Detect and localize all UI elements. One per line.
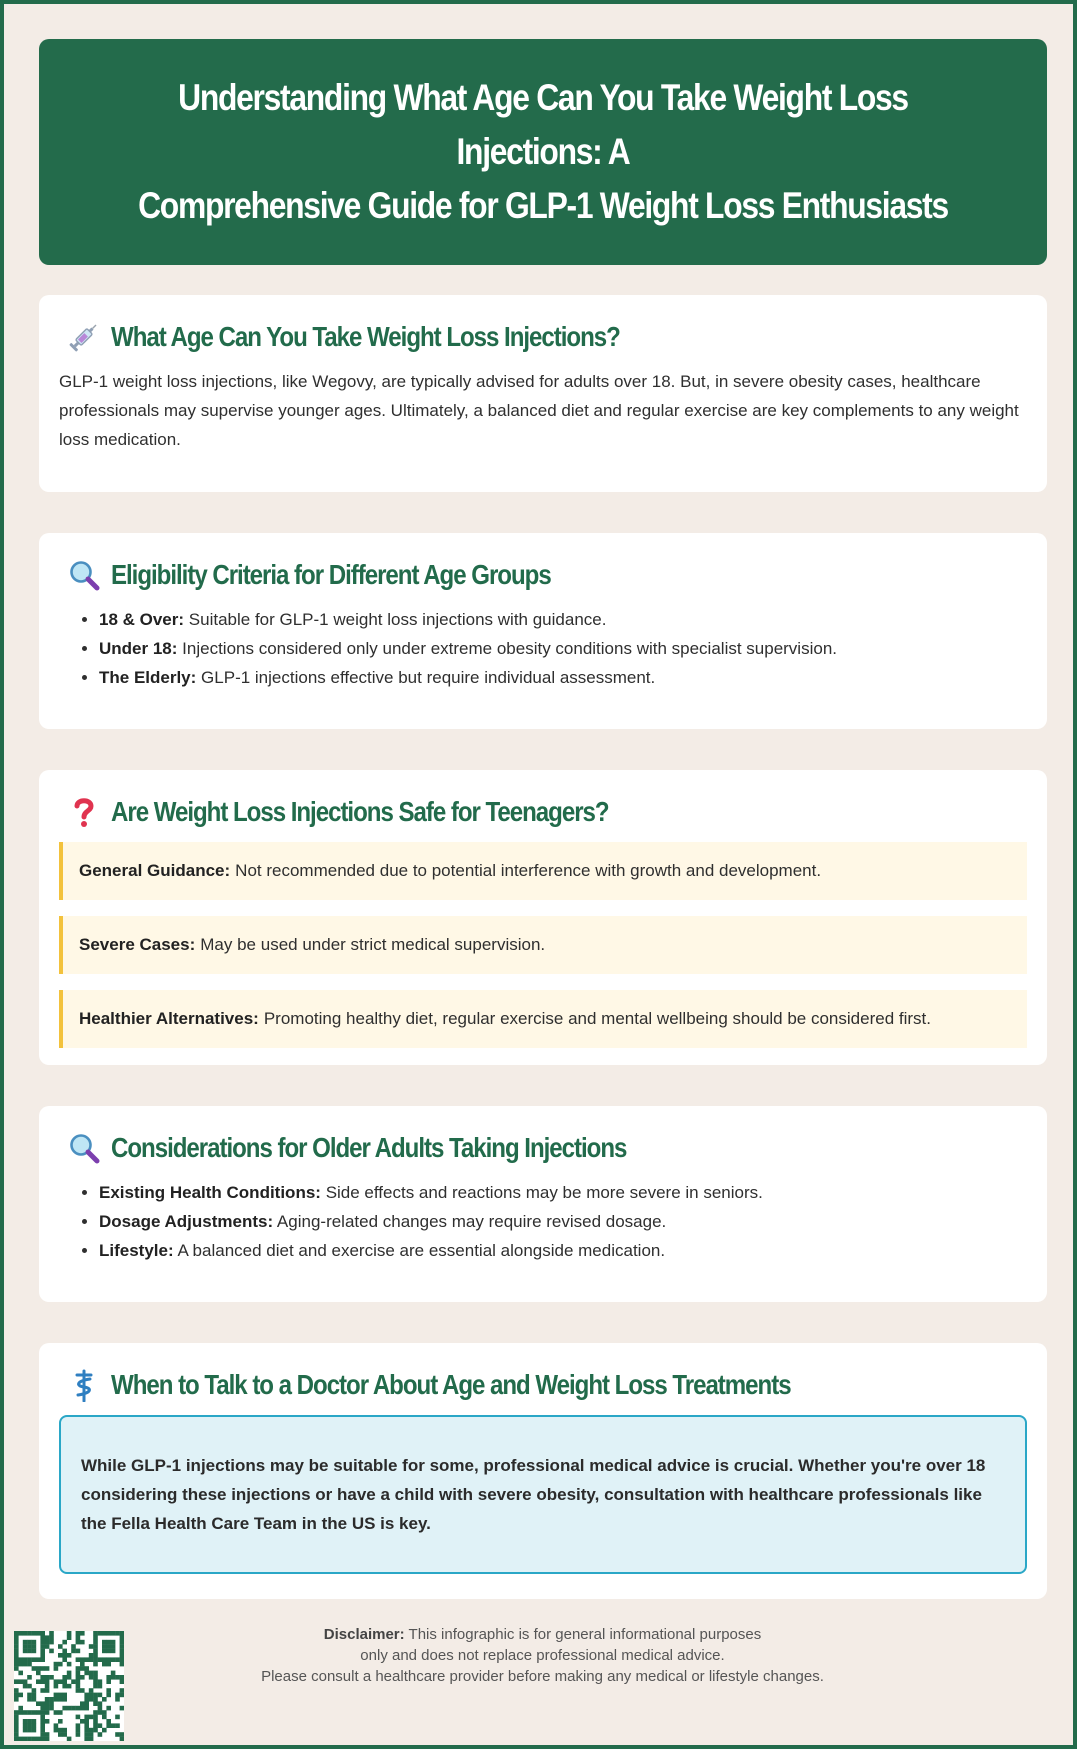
item-label: Existing Health Conditions:	[99, 1183, 321, 1202]
syringe-icon	[61, 319, 107, 355]
disclaimer-line-2: only and does not replace professional medical advice.	[360, 1647, 725, 1664]
callout-healthier-alternatives	[59, 990, 1027, 1048]
disclaimer-line-1: This infographic is for general informational purposes	[408, 1626, 762, 1643]
question-icon	[61, 794, 107, 830]
item-text: A balanced diet and exercise are essential alongside medication.	[177, 1241, 666, 1260]
card-older-adults	[39, 1106, 1047, 1302]
older-adults-list	[59, 1178, 1027, 1265]
list-item	[99, 1178, 1027, 1207]
magnifier-icon	[61, 557, 107, 593]
callout-severe-cases	[59, 916, 1027, 974]
item-label: Lifestyle:	[99, 1241, 174, 1260]
card-doctor	[39, 1343, 1047, 1599]
caduceus-icon	[61, 1367, 107, 1403]
page-title	[135, 71, 950, 233]
item-text: Suitable for GLP-1 weight loss injections with guidance.	[188, 610, 607, 629]
item-label: 18 & Over:	[99, 610, 185, 629]
callout-label: General Guidance:	[79, 861, 231, 880]
callout-label: Healthier Alternatives:	[79, 1009, 259, 1028]
callout-label: Severe Cases:	[79, 935, 196, 954]
callout-text: May be used under strict medical supervision.	[200, 935, 546, 954]
item-text: GLP-1 injections effective but require individual assessment.	[201, 668, 656, 687]
item-label: Dosage Adjustments:	[99, 1212, 274, 1231]
item-text: Aging-related changes may require revised dosage.	[276, 1212, 667, 1231]
item-text: Side effects and reactions may be more severe in seniors.	[325, 1183, 763, 1202]
title-line-1: Understanding What Age Can You Take Weight Loss Injections: A	[178, 77, 908, 172]
callout-text: Not recommended due to potential interference with growth and development.	[235, 861, 822, 880]
header-banner	[39, 39, 1047, 265]
item-label: Under 18:	[99, 639, 178, 658]
list-item	[99, 1207, 1027, 1236]
card-eligibility	[39, 533, 1047, 729]
qr-code-icon	[14, 1631, 124, 1741]
callout-text: Promoting healthy diet, regular exercise and mental wellbeing should be considered first.	[263, 1009, 931, 1028]
list-item	[99, 1236, 1027, 1265]
section-title-teens: Are Weight Loss Injections Safe for Teenagers?	[111, 796, 609, 827]
disclaimer-label: Disclaimer:	[323, 1626, 405, 1643]
doctor-info-box: While GLP-1 injections may be suitable for some, professional medical advice is crucial. Whether you're over 18 considering these injections or have a child with severe obesity, consultation with healthcare professionals like the Fella Health Care Team in the US is key.	[59, 1415, 1027, 1574]
title-line-2: Comprehensive Guide for GLP-1 Weight Loss Enthusiasts	[138, 185, 948, 226]
age-description: GLP-1 weight loss injections, like Wegovy, are typically advised for adults over 18. But, in severe obesity cases, healthcare professionals may supervise younger ages. Ultimately, a balanced diet and regular exercise are key complements to any weight loss medication.	[59, 372, 1019, 449]
list-item	[99, 663, 1027, 692]
card-teens	[39, 770, 1047, 1065]
disclaimer	[4, 1624, 1077, 1687]
section-title-age: What Age Can You Take Weight Loss Injections?	[111, 321, 620, 352]
disclaimer-line-3: Please consult a healthcare provider before making any medical or lifestyle changes.	[261, 1668, 824, 1685]
callout-general-guidance	[59, 842, 1027, 900]
card-age	[39, 295, 1047, 492]
list-item	[99, 605, 1027, 634]
magnifier-icon	[61, 1130, 107, 1166]
section-title-doctor: When to Talk to a Doctor About Age and Weight Loss Treatments	[111, 1369, 791, 1400]
item-text: Injections considered only under extreme obesity conditions with specialist supervision.	[182, 639, 837, 658]
section-title-older: Considerations for Older Adults Taking Injections	[111, 1132, 627, 1163]
item-label: The Elderly:	[99, 668, 197, 687]
eligibility-list	[59, 605, 1027, 692]
list-item	[99, 634, 1027, 663]
section-title-eligibility: Eligibility Criteria for Different Age Groups	[111, 559, 551, 590]
